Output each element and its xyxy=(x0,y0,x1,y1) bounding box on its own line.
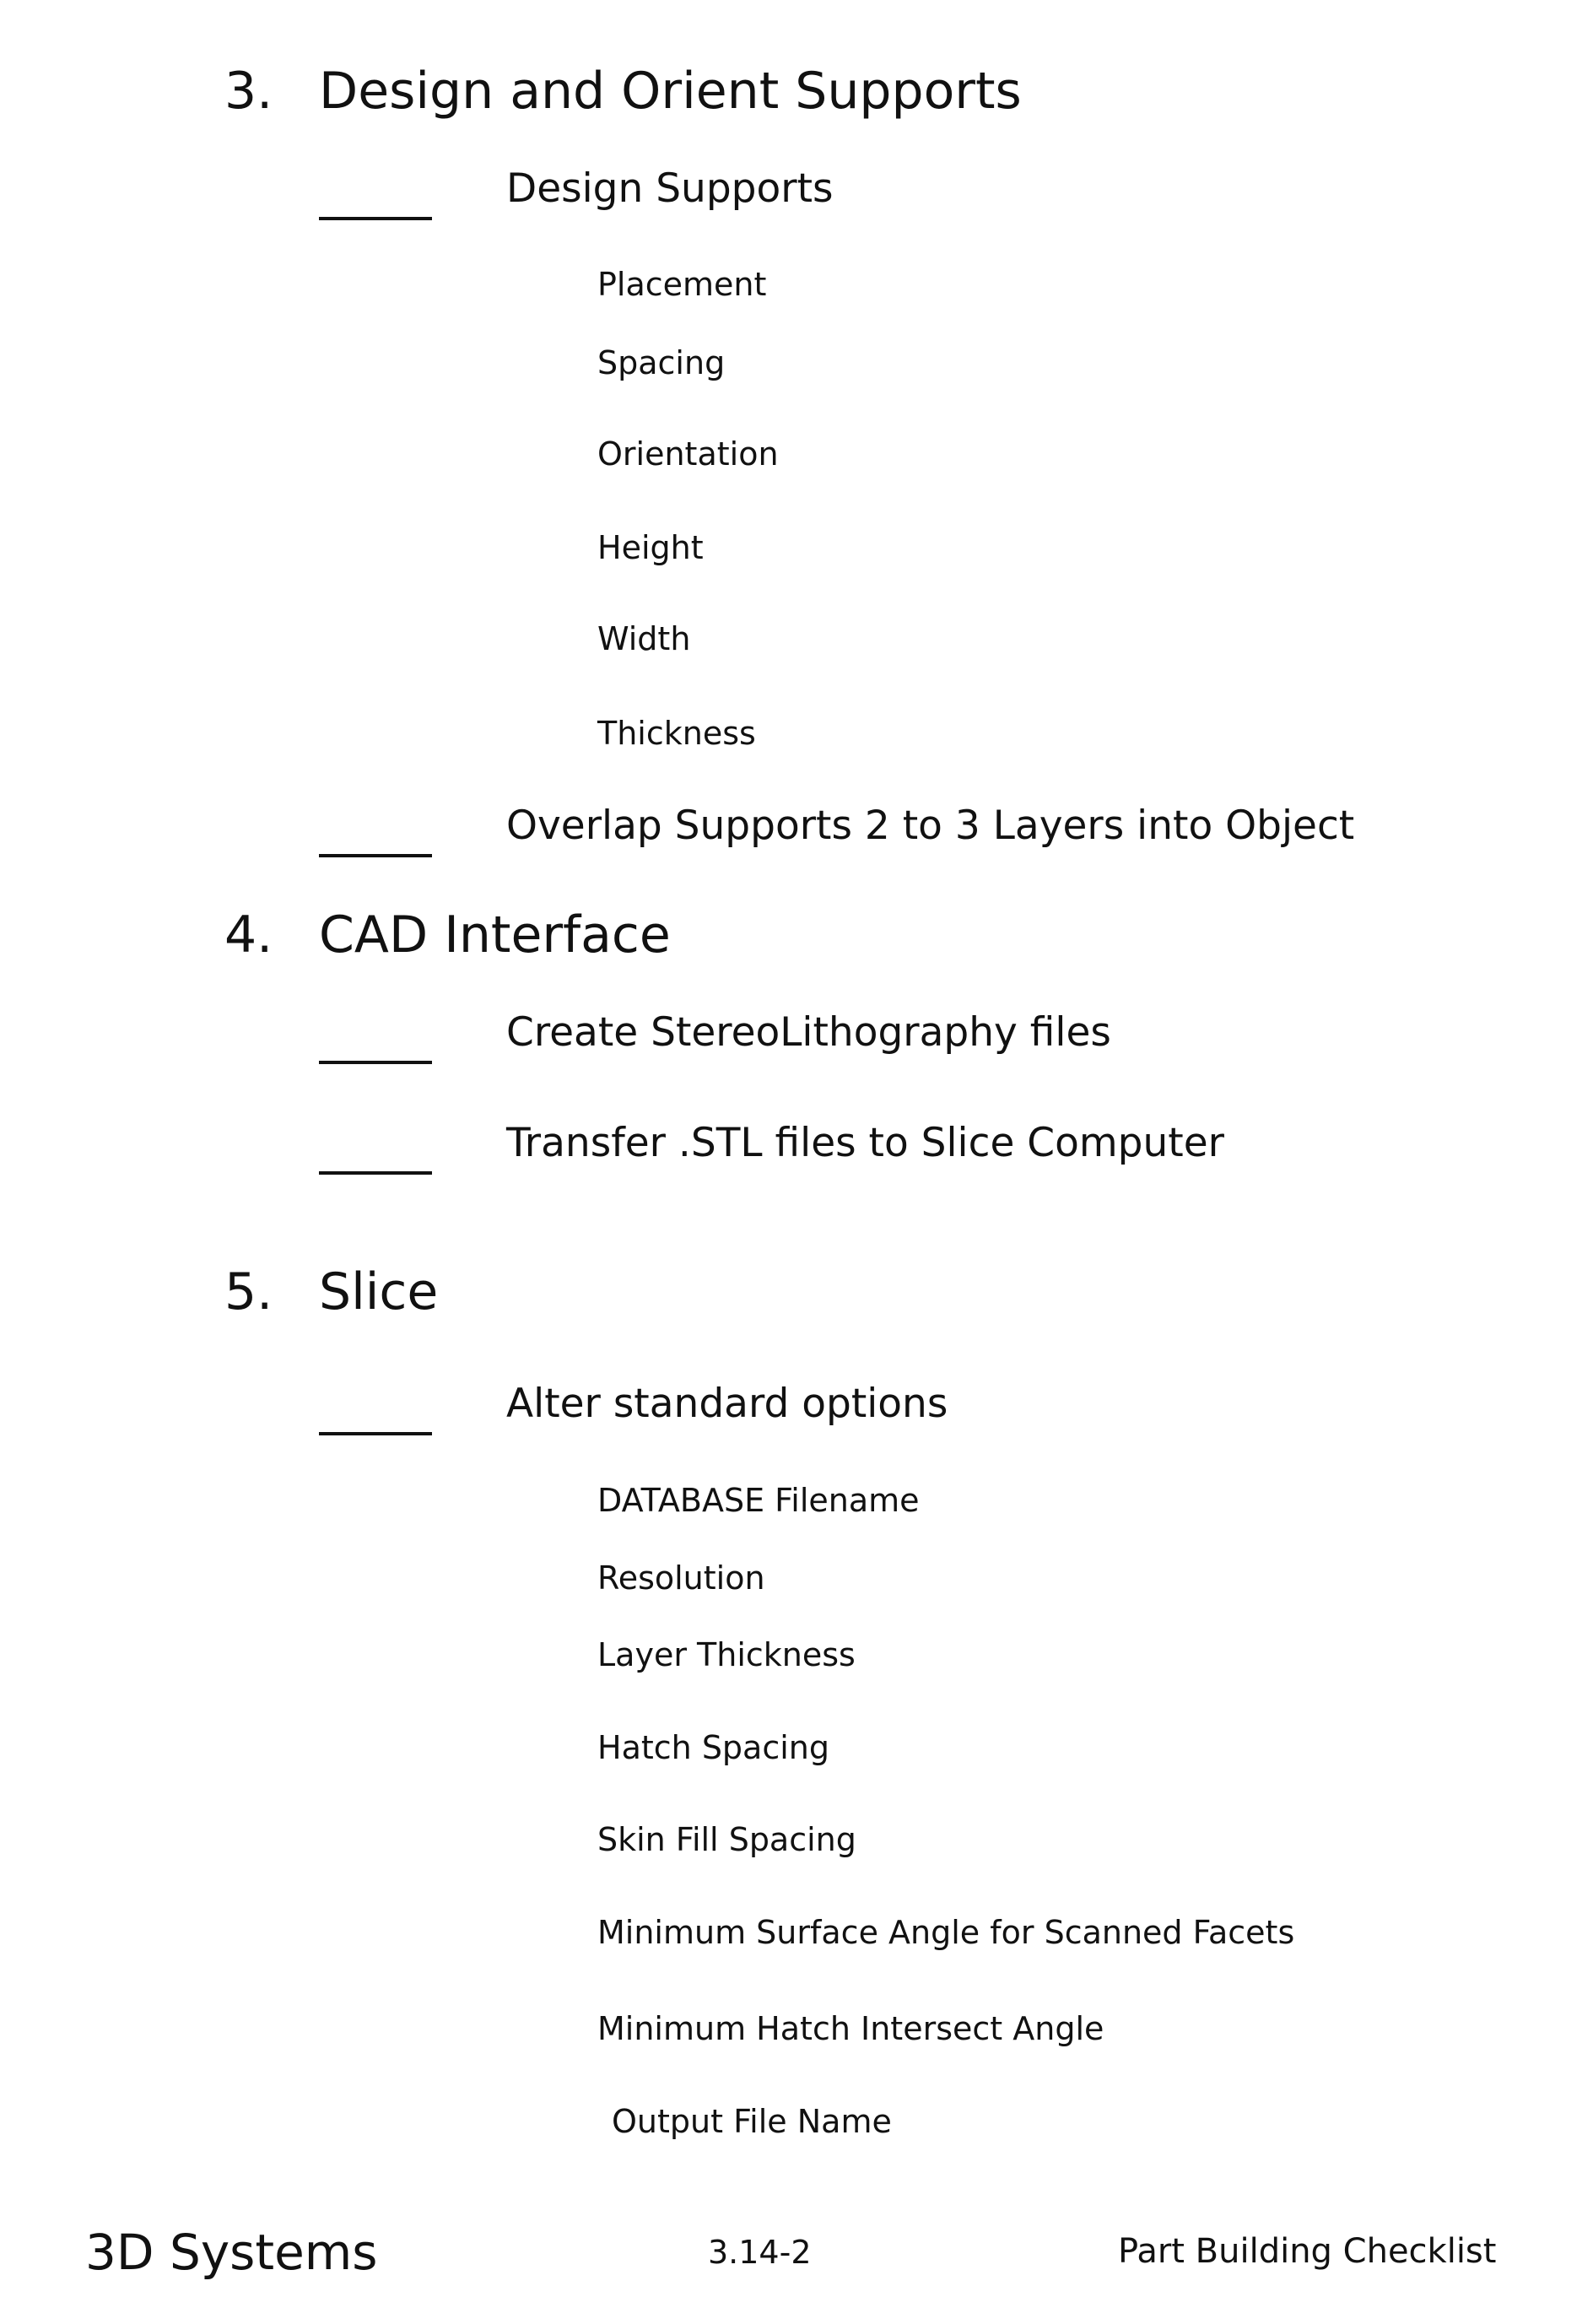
task-label: Overlap Supports 2 to 3 Layers into Object xyxy=(506,806,1354,846)
task-label: Alter standard options xyxy=(506,1384,948,1424)
checkbox-blank[interactable] xyxy=(319,1432,432,1435)
section-number: 3. xyxy=(224,66,273,116)
checkbox-blank[interactable] xyxy=(319,217,432,220)
checkbox-blank[interactable] xyxy=(319,854,432,857)
subitem: Minimum Hatch Intersect Angle xyxy=(597,2013,1104,2045)
subitem: Hatch Spacing xyxy=(597,1732,829,1764)
subitem: Height xyxy=(597,532,704,564)
subitem: Skin Fill Spacing xyxy=(597,1824,856,1856)
subitem: Resolution xyxy=(597,1562,765,1594)
checkbox-blank[interactable] xyxy=(319,1061,432,1064)
section-title: CAD Interface xyxy=(319,910,671,960)
subitem: DATABASE Filename xyxy=(597,1484,920,1516)
footer-page-number: 3.14-2 xyxy=(708,2236,812,2268)
section-number: 5. xyxy=(224,1267,273,1317)
footer-doc-title: Part Building Checklist xyxy=(1118,2235,1496,2268)
section-title: Design and Orient Supports xyxy=(319,66,1022,116)
subitem: Minimum Surface Angle for Scanned Facets xyxy=(597,1916,1294,1948)
subitem: Output File Name xyxy=(612,2105,892,2138)
task-label: Create StereoLithography files xyxy=(506,1013,1111,1052)
subitem: Orientation xyxy=(597,438,779,470)
subitem: Thickness xyxy=(597,717,756,749)
task-label: Design Supports xyxy=(506,169,834,208)
subitem: Layer Thickness xyxy=(597,1639,856,1671)
subitem: Spacing xyxy=(597,347,725,379)
task-label: Transfer .STL files to Slice Computer xyxy=(506,1123,1224,1163)
subitem: Width xyxy=(597,623,690,655)
subitem: Placement xyxy=(597,268,766,300)
checkbox-blank[interactable] xyxy=(319,1171,432,1175)
footer-company: 3D Systems xyxy=(85,2228,378,2277)
section-number: 4. xyxy=(224,910,273,960)
section-title: Slice xyxy=(319,1267,438,1317)
